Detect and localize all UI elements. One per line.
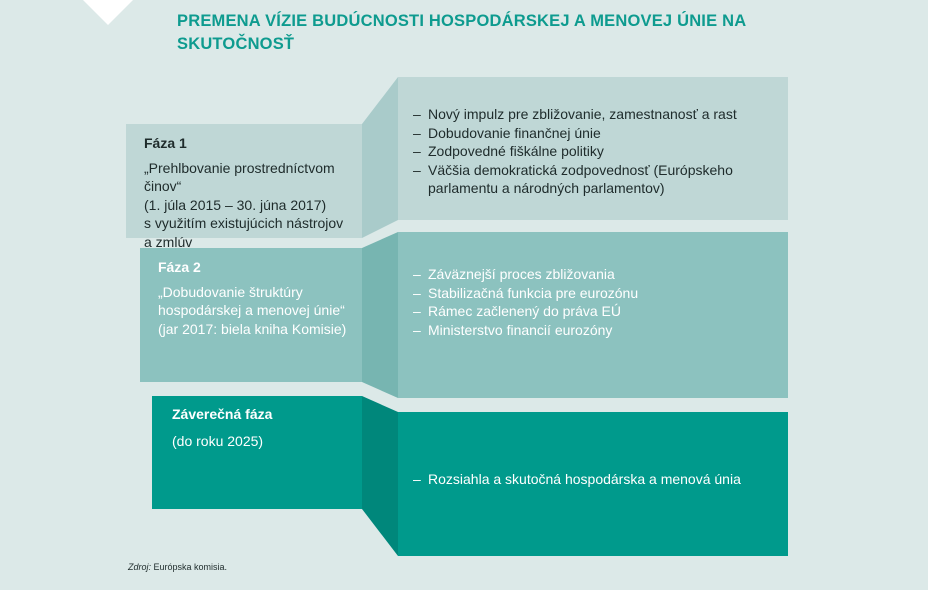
dash-glyph: –: [413, 284, 421, 301]
dash-glyph: –: [413, 303, 421, 319]
bullet-text: Dobudovanie finančnej únie: [428, 124, 601, 141]
phase-3-info: [172, 405, 357, 450]
phase-3-bullet: [413, 470, 793, 489]
bullet-text: Nový impulz pre zbližovanie, zamestnanosť a rast: [428, 106, 737, 122]
dash-glyph: –: [413, 321, 421, 338]
phase-2-bullet: [413, 321, 763, 340]
phase-2-desc-line: (jar 2017: biela kniha Komisie): [158, 320, 347, 337]
phase-1-fold: [362, 77, 398, 238]
bullet-text: parlamentu a národných parlamentov): [428, 180, 665, 196]
phase-2-info: [158, 258, 363, 338]
dash-glyph: –: [413, 106, 421, 122]
dash-glyph: –: [413, 161, 421, 178]
bullet-text: Stabilizačná funkcia pre eurozónu: [428, 284, 639, 301]
bullet-text: Väčšia demokratická zodpovednosť (Európskeho: [428, 161, 733, 178]
phase-1-bullet-continuation: [413, 179, 763, 198]
phase-2-desc-line: hospodárskej a menovej únie“: [158, 302, 345, 318]
bullet-text: Rámec začlenený do práva EÚ: [428, 303, 621, 319]
phase-1-desc-line: (1. júla 2015 – 30. júna 2017): [144, 196, 327, 213]
phase-3-desc-line: (do roku 2025): [172, 432, 264, 449]
phase-1-desc-line: „Prehlbovanie prostredníctvom činov“: [144, 159, 335, 194]
phase-2-bullet: [413, 302, 763, 321]
phase-3-heading: Záverečná fáza: [172, 406, 273, 422]
phase-2-fold: [362, 232, 398, 398]
phase-2-bullet: [413, 265, 763, 284]
phase-1-heading: Fáza 1: [144, 135, 187, 151]
phase-3-fold: [362, 396, 398, 556]
phase-1-info: [144, 134, 359, 251]
dash-glyph: –: [413, 124, 421, 141]
phase-1-bullet: [413, 105, 763, 124]
phase-2-heading: Fáza 2: [158, 259, 201, 275]
dash-glyph: –: [413, 266, 421, 282]
phase-3-bullet-list: [413, 470, 793, 489]
bullet-text: Ministerstvo financií eurozóny: [428, 321, 613, 338]
bullet-text: Zodpovedné fiškálne politiky: [428, 143, 604, 159]
phase-2-bullet: [413, 284, 763, 303]
phase-1-bullet-list: [413, 105, 763, 198]
page-title: PREMENA VÍZIE BUDÚCNOSTI HOSPODÁRSKEJ A MENOVEJ ÚNIE NA SKUTOČNOSŤ: [177, 12, 746, 53]
phase-2-desc-line: „Dobudovanie štruktúry: [158, 283, 303, 300]
dash-glyph: –: [413, 143, 421, 159]
bullet-text: Rozsiahla a skutočná hospodárska a menová únia: [428, 471, 741, 487]
phase-1-desc-line: a zmlúv: [144, 233, 193, 250]
bullet-text: Záväznejší proces zbližovania: [428, 266, 615, 282]
phase-2-bullet-list: [413, 265, 763, 339]
source-text: Európska komisia.: [153, 562, 228, 572]
phase-1-bullet: [413, 124, 763, 143]
phase-1-bullet: [413, 142, 763, 161]
phase-1-bullet: [413, 161, 763, 180]
dash-glyph: –: [413, 471, 421, 487]
source-label: Zdroj:: [128, 562, 152, 572]
phase-1-desc-line: s využitím existujúcich nástrojov: [144, 215, 344, 231]
source-note: [128, 562, 227, 572]
